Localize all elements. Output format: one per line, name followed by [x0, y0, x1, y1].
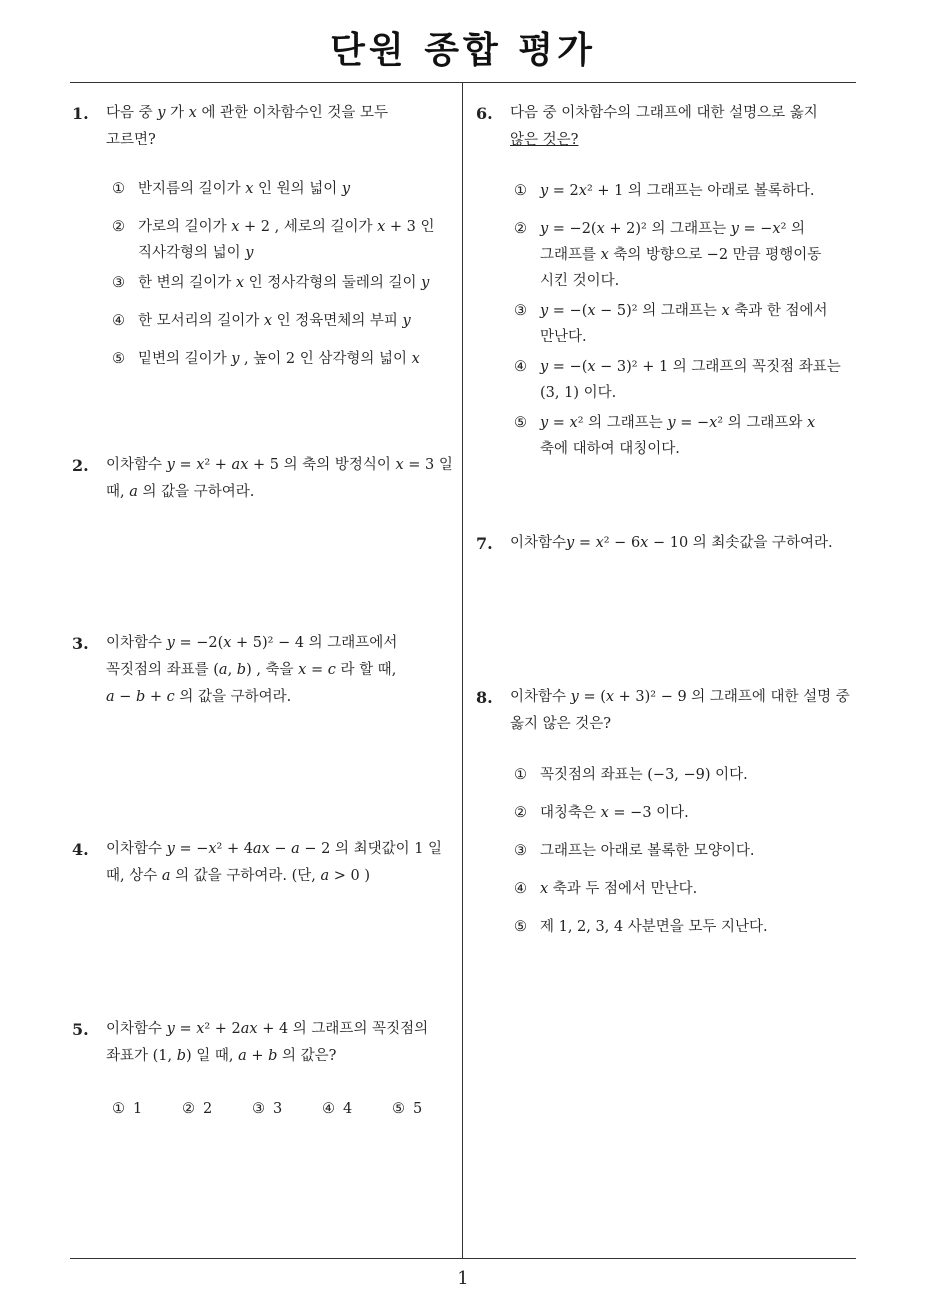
choice-3[interactable]: [112, 270, 457, 296]
choice-text: 반지름의 길이가 𝑥 인 원의 넓이 𝑦: [138, 181, 351, 197]
question-8: [476, 684, 861, 952]
choice-text: 만난다.: [540, 329, 587, 345]
choice-text: 2: [203, 1101, 213, 1117]
stem-line: 𝑎 − 𝑏 + 𝑐 의 값을 구하여라.: [106, 689, 292, 705]
choice-text: 4: [343, 1101, 353, 1117]
choice-text: 꼭짓점의 좌표는 (−3, −9) 이다.: [540, 767, 748, 783]
stem-line: 때, 𝑎 의 값을 구하여라.: [106, 484, 255, 500]
question-3: [72, 630, 457, 711]
choice-1[interactable]: [514, 178, 861, 204]
stem-line: 이차함수 𝑦 = 𝑥² + 𝑎𝑥 + 5 의 축의 방정식이 𝑥 = 3 일: [106, 457, 453, 473]
choice-text: 축에 대하여 대칭이다.: [540, 441, 680, 457]
question-number: 6.: [476, 104, 493, 123]
choice-text: 𝑦 = 2𝑥² + 1 의 그래프는 아래로 볼록하다.: [540, 183, 815, 199]
stem-line: 이차함수 𝑦 = −2(𝑥 + 5)² − 4 의 그래프에서: [106, 635, 398, 651]
choice-marker: ⑤: [514, 919, 527, 935]
stem-line: 다음 중 𝑦 가 𝑥 에 관한 이차함수인 것을 모두: [106, 105, 388, 121]
stem-line: 이차함수 𝑦 = 𝑥² + 2𝑎𝑥 + 4 의 그래프의 꼭짓점의: [106, 1021, 429, 1037]
choice-list: [514, 178, 861, 462]
choice-marker: ②: [514, 221, 527, 237]
choice-4[interactable]: [514, 354, 861, 406]
choice-text: 직사각형의 넓이 𝑦: [138, 245, 254, 261]
question-2: [72, 452, 457, 506]
column-divider: [462, 82, 463, 1258]
underlined-text: 않은 것은?: [510, 132, 579, 148]
choice-marker: ③: [514, 843, 527, 859]
choice-text: 𝑦 = −2(𝑥 + 2)² 의 그래프는 𝑦 = −𝑥² 의: [540, 221, 806, 237]
choice-marker: ①: [112, 1101, 125, 1117]
stem-line: 이차함수 𝑦 = (𝑥 + 3)² − 9 의 그래프에 대한 설명 중: [510, 689, 850, 705]
stem-line: 꼭짓점의 좌표를 (𝑎, 𝑏) , 축을 𝑥 = 𝑐 라 할 때,: [106, 662, 397, 678]
choice-text: 대칭축은 𝑥 = −3 이다.: [540, 805, 689, 821]
bottom-divider: [70, 1258, 856, 1259]
choice-text: 그래프는 아래로 볼록한 모양이다.: [540, 843, 755, 859]
stem-line: 좌표가 (1, 𝑏) 일 때, 𝑎 + 𝑏 의 값은?: [106, 1048, 337, 1064]
choice-2[interactable]: [514, 800, 861, 826]
choice-2[interactable]: [112, 214, 457, 266]
question-number: 2.: [72, 456, 89, 475]
question-stem: [106, 630, 457, 711]
choice-text: 한 모서리의 길이가 𝑥 인 정육면체의 부피 𝑦: [138, 313, 411, 329]
question-stem: [106, 836, 457, 890]
question-5: [72, 1016, 457, 1123]
choice-text: 한 변의 길이가 𝑥 인 정사각형의 둘레의 길이 𝑦: [138, 275, 430, 291]
stem-line: 때, 상수 𝑎 의 값을 구하여라. (단, 𝑎 > 0 ): [106, 868, 370, 884]
choice-marker: ③: [112, 275, 125, 291]
choice-text: 𝑦 = −(𝑥 − 5)² 의 그래프는 𝑥 축과 한 점에서: [540, 303, 828, 319]
choice-4[interactable]: [322, 1096, 392, 1123]
question-6: [476, 100, 861, 466]
question-stem: [510, 100, 861, 154]
question-number: 3.: [72, 634, 89, 653]
choice-list: [112, 176, 457, 372]
choice-text: 제 1, 2, 3, 4 사분면을 모두 지난다.: [540, 919, 768, 935]
choice-text: 그래프를 𝑥 축의 방향으로 −2 만큼 평행이동: [540, 247, 822, 263]
choice-text: 가로의 길이가 𝑥 + 2 , 세로의 길이가 𝑥 + 3 인: [138, 219, 435, 235]
choice-5[interactable]: [514, 914, 861, 940]
choice-marker: ⑤: [514, 415, 527, 431]
choice-marker: ①: [112, 181, 125, 197]
choice-marker: ①: [514, 767, 527, 783]
question-stem: [106, 452, 457, 506]
choice-marker: ④: [322, 1101, 335, 1117]
stem-line: 이차함수𝑦 = 𝑥² − 6𝑥 − 10 의 최솟값을 구하여라.: [510, 535, 833, 551]
choice-list: [514, 762, 861, 940]
choice-4[interactable]: [514, 876, 861, 902]
choice-5[interactable]: [514, 410, 861, 462]
question-1: [72, 100, 457, 384]
choice-text: 𝑦 = −(𝑥 − 3)² + 1 의 그래프의 꼭짓점 좌표는: [540, 359, 841, 375]
choice-marker: ⑤: [112, 351, 125, 367]
choice-marker: ④: [514, 881, 527, 897]
choice-marker: ⑤: [392, 1101, 405, 1117]
question-number: 1.: [72, 104, 89, 123]
choice-marker: ①: [514, 183, 527, 199]
top-divider: [70, 82, 856, 83]
choice-marker: ④: [112, 313, 125, 329]
choice-text: 5: [413, 1101, 423, 1117]
choice-marker: ②: [182, 1101, 195, 1117]
choice-text: (3, 1) 이다.: [540, 385, 617, 401]
question-stem: [106, 1016, 457, 1070]
page-number: 1: [457, 1268, 469, 1289]
question-stem: [106, 100, 457, 154]
choice-1[interactable]: [112, 1096, 182, 1123]
question-stem: [510, 684, 861, 738]
stem-line: 다음 중 이차함수의 그래프에 대한 설명으로 옳지: [510, 105, 818, 121]
question-number: 7.: [476, 534, 493, 553]
choice-1[interactable]: [112, 176, 457, 202]
choice-text: 밑변의 길이가 𝑦 , 높이 2 인 삼각형의 넓이 𝑥: [138, 351, 420, 367]
page-title: 단원 종합 평가: [330, 30, 596, 71]
question-number: 4.: [72, 840, 89, 859]
choice-3[interactable]: [252, 1096, 322, 1123]
choice-5[interactable]: [392, 1096, 462, 1123]
choice-2[interactable]: [514, 216, 861, 294]
choice-marker: ③: [252, 1101, 265, 1117]
choice-3[interactable]: [514, 298, 861, 350]
choice-text: 시킨 것이다.: [540, 273, 620, 289]
choice-text: 1: [133, 1101, 143, 1117]
choice-marker: ③: [514, 303, 527, 319]
choice-list: [112, 1096, 457, 1123]
choice-marker: ④: [514, 359, 527, 375]
choice-1[interactable]: [514, 762, 861, 788]
choice-2[interactable]: [182, 1096, 252, 1123]
choice-marker: ②: [514, 805, 527, 821]
question-stem: [510, 530, 861, 557]
choice-marker: ②: [112, 219, 125, 235]
stem-line: [510, 127, 861, 154]
choice-text: 𝑥 축과 두 점에서 만난다.: [540, 881, 698, 897]
stem-line: 옳지 않은 것은?: [510, 716, 612, 732]
choice-text: 3: [273, 1101, 283, 1117]
question-number: 8.: [476, 688, 493, 707]
question-7: [476, 530, 861, 557]
choice-5[interactable]: [112, 346, 457, 372]
stem-line: 고르면?: [106, 132, 156, 148]
stem-line: 이차함수 𝑦 = −𝑥² + 4𝑎𝑥 − 𝑎 − 2 의 최댓값이 1 일: [106, 841, 443, 857]
question-number: 5.: [72, 1020, 89, 1039]
choice-4[interactable]: [112, 308, 457, 334]
choice-text: 𝑦 = 𝑥² 의 그래프는 𝑦 = −𝑥² 의 그래프와 𝑥: [540, 415, 816, 431]
choice-3[interactable]: [514, 838, 861, 864]
question-4: [72, 836, 457, 890]
